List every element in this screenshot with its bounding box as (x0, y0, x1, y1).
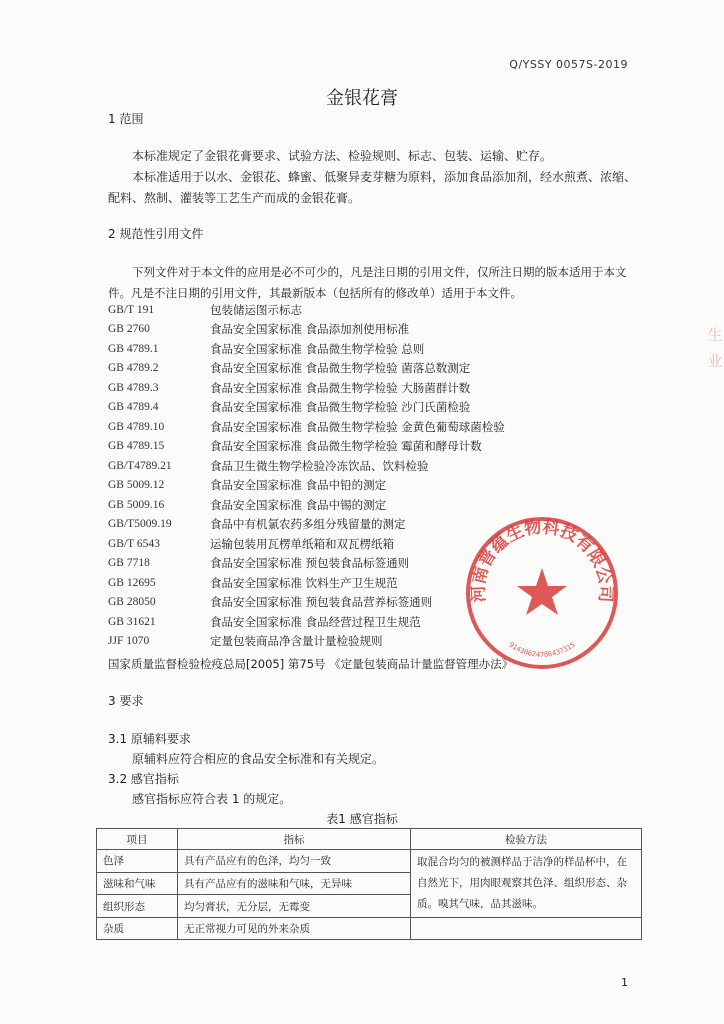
reference-name: 食品中有机氯农药多组分残留量的测定 (210, 517, 406, 532)
sensory-heading: 3.2 感官指标 (108, 772, 179, 786)
scope-text-1: 本标准规定了金银花膏要求、试验方法、检验规则、标志、包装、运输、贮存。 (132, 149, 553, 163)
table-row (97, 918, 642, 940)
reference-name: 食品安全国家标准 食品微生物学检验 大肠菌群计数 (210, 380, 471, 395)
page-number: 1 (621, 976, 628, 989)
reference-name: 运输包装用瓦楞单纸箱和双瓦楞纸箱 (210, 536, 394, 551)
seal-org-name: 河南普蕴生物科技有限公司 (468, 517, 616, 603)
reference-row (108, 456, 628, 476)
table-row (97, 850, 642, 873)
reference-name: 食品安全国家标准 食品微生物学检验 霉菌和酵母计数 (210, 439, 482, 454)
reference-code: GB 7718 (108, 557, 150, 570)
reference-row (108, 437, 628, 457)
reference-code: GB 4789.3 (108, 381, 159, 394)
references-heading: 2 规范性引用文件 (108, 227, 204, 241)
reference-name: 食品安全国家标准 食品添加剂使用标准 (210, 322, 410, 337)
reference-code: GB/T 6543 (108, 537, 160, 550)
reference-name: 食品安全国家标准 预包装食品标签通则 (210, 556, 410, 571)
reference-code: GB 2760 (108, 323, 150, 336)
row-spec: 无正常视力可见的外来杂质 (178, 918, 411, 940)
reference-code: GB 28050 (108, 596, 156, 609)
reference-row (108, 320, 628, 340)
reference-code: GB 4789.2 (108, 362, 159, 375)
regulation-notice: 国家质量监督检验检疫总局[2005] 第75号 《定量包装商品计量监督管理办法》 (108, 657, 514, 671)
header-spec: 指标 (178, 829, 411, 850)
reference-name: 食品安全国家标准 预包装食品营养标签通则 (210, 595, 433, 610)
scope-paragraph-2 (108, 167, 636, 209)
seal-serial: 91430624786437315 (507, 640, 577, 659)
reference-name: 食品安全国家标准 食品微生物学检验 总则 (210, 341, 425, 356)
reference-code: GB/T5009.19 (108, 518, 172, 531)
reference-row (108, 476, 628, 496)
reference-name: 食品安全国家标准 食品微生物学检验 菌落总数测定 (210, 361, 471, 376)
reference-row (108, 417, 628, 437)
scope-heading: 1 范围 (108, 112, 144, 126)
raw-material-heading: 3.1 原辅料要求 (108, 732, 191, 746)
raw-material-text: 原辅料应符合相应的食品安全标准和有关规定。 (132, 752, 385, 766)
header-method: 检验方法 (411, 829, 642, 850)
reference-row (108, 359, 628, 379)
row-item: 组织形态 (97, 895, 178, 918)
reference-code: GB/T 191 (108, 303, 155, 316)
row-item: 杂质 (97, 918, 178, 940)
reference-row (108, 378, 628, 398)
reference-code: GB 5009.12 (108, 479, 165, 492)
reference-name: 食品安全国家标准 食品微生物学检验 沙门氏菌检验 (210, 400, 471, 415)
reference-name: 食品卫生微生物学检验冷冻饮品、饮料检验 (210, 458, 429, 473)
reference-code: GB 5009.16 (108, 498, 165, 511)
reference-name: 定量包装商品净含量计量检验规则 (210, 634, 383, 649)
reference-code: GB 12695 (108, 576, 156, 589)
reference-name: 食品安全国家标准 食品经营过程卫生规范 (210, 614, 421, 629)
reference-code: GB 4789.1 (108, 342, 159, 355)
table-caption: 表1 感官指标 (326, 812, 398, 826)
scope-paragraph-1 (108, 146, 636, 167)
document-title: 金银花膏 (326, 88, 398, 109)
row-item: 滋味和气味 (97, 872, 178, 895)
reference-code: JJF 1070 (108, 635, 150, 648)
reference-row (108, 300, 628, 320)
row-method: 取混合均匀的被测样品于洁净的样品杯中，在自然光下，用肉眼观察其色泽、组织形态、杂质。嗅其气味，品其滋味。 (411, 850, 642, 918)
reference-name: 食品安全国家标准 食品微生物学检验 金黄色葡萄球菌检验 (210, 419, 505, 434)
references-intro-text: 下列文件对于本文件的应用是必不可少的，凡是注日期的引用文件，仅所注日期的版本适用于本文件。凡是不注日期的引用文件，其最新版本（包括所有的修改单）适用于本文件。 (108, 265, 627, 300)
seal-star-icon (517, 568, 567, 615)
reference-row (108, 398, 628, 418)
sensory-text: 感官指标应符合表 1 的规定。 (132, 792, 292, 806)
row-item: 色泽 (97, 850, 178, 873)
row-method-empty (411, 918, 642, 940)
reference-code: GB 4789.10 (108, 420, 165, 433)
row-spec: 具有产品应有的滋味和气味，无异味 (178, 872, 411, 895)
header-item: 项目 (97, 829, 178, 850)
reference-code: GB 4789.4 (108, 401, 159, 414)
sensory-table (96, 828, 642, 940)
reference-name: 包装储运图示标志 (210, 302, 302, 317)
row-spec: 具有产品应有的色泽，均匀一致 (178, 850, 411, 873)
reference-name: 食品安全国家标准 食品中铅的测定 (210, 478, 387, 493)
table-header-row (97, 829, 642, 850)
references-intro (108, 262, 636, 304)
reference-code: GB 4789.15 (108, 440, 165, 453)
row-spec: 均匀膏状，无分层，无霉变 (178, 895, 411, 918)
reference-code: GB 31621 (108, 615, 156, 628)
company-seal-stamp (462, 508, 622, 678)
reference-name: 食品安全国家标准 食品中锡的测定 (210, 497, 387, 512)
edge-stamp-fragment: 生 业 (707, 326, 723, 370)
reference-row (108, 339, 628, 359)
requirements-heading: 3 要求 (108, 694, 144, 708)
reference-code: GB/T4789.21 (108, 459, 172, 472)
scope-text-2: 本标准适用于以水、金银花、蜂蜜、低聚异麦芽糖为原料，添加食品添加剂，经水煎煮、浓缩、配料、熬制、灌装等工艺生产而成的金银花膏。 (108, 170, 637, 205)
reference-name: 食品安全国家标准 饮料生产卫生规范 (210, 575, 398, 590)
standard-code: Q/YSSY 0057S-2019 (509, 58, 628, 71)
